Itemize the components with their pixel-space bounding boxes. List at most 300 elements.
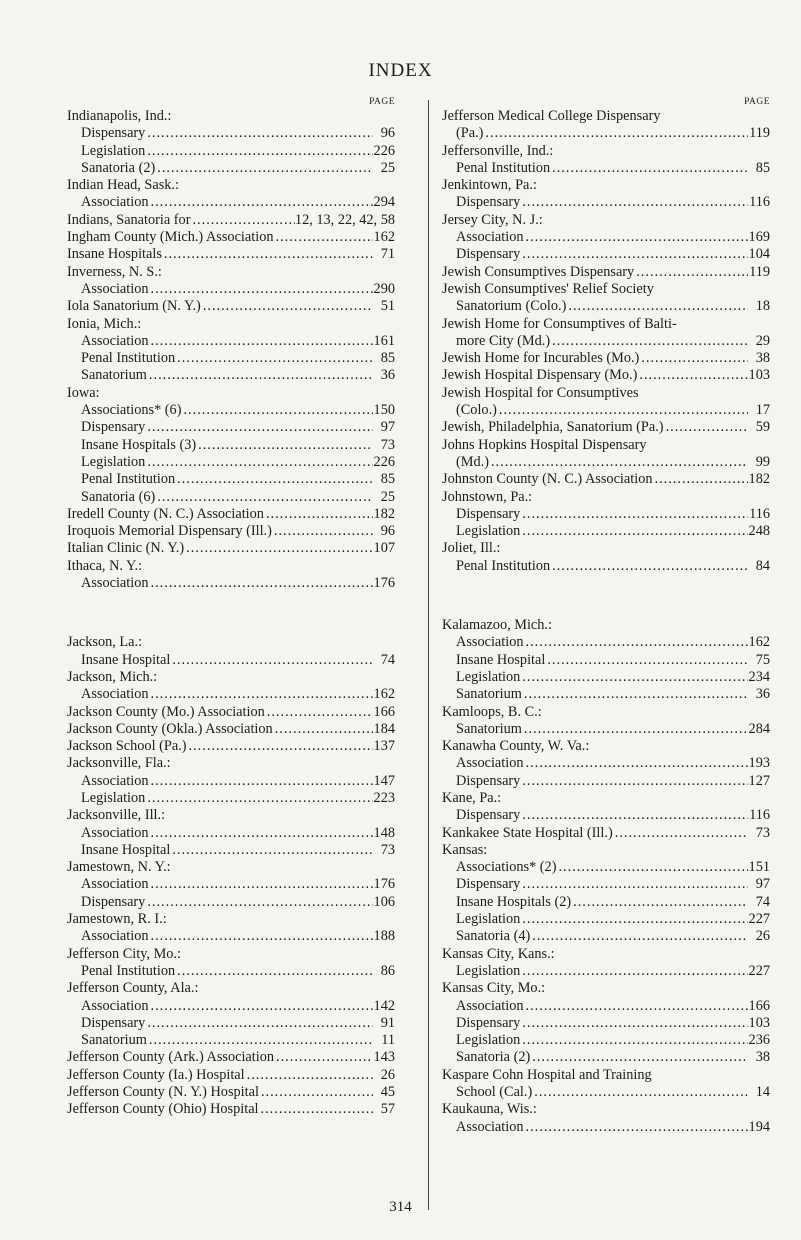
leader-dots bbox=[520, 523, 748, 540]
leader-dots bbox=[187, 738, 373, 755]
entry-label: Insane Hospitals (3) bbox=[81, 436, 197, 453]
entry-label: Iroquois Memorial Dispensary (Ill.) bbox=[67, 523, 272, 540]
entry-page: 226 bbox=[373, 453, 395, 470]
entry-page: 57 bbox=[380, 1101, 395, 1118]
entry-label: School (Cal.) bbox=[456, 1084, 533, 1101]
entry-label: Associations* (2) bbox=[456, 859, 557, 876]
leader-dots bbox=[520, 911, 748, 928]
entry-label: Ingham County (Mich.) Association bbox=[67, 229, 274, 246]
entry-page: 103 bbox=[748, 1014, 770, 1031]
entry-page: 25 bbox=[380, 488, 395, 505]
entry-label: Jackson County (Mo.) Association bbox=[67, 703, 265, 720]
entry-page: 223 bbox=[373, 789, 395, 806]
index-entry bbox=[67, 980, 395, 997]
entry-label: Jefferson Medical College Dispensary bbox=[442, 108, 661, 124]
entry-page: 96 bbox=[380, 523, 395, 540]
entry-page: 290 bbox=[373, 280, 395, 297]
leader-dots bbox=[147, 367, 373, 384]
index-entry bbox=[67, 894, 395, 911]
index-entry bbox=[442, 437, 770, 454]
leader-dots bbox=[147, 1032, 373, 1049]
leader-dots bbox=[613, 825, 748, 842]
entry-label: Johnstown, Pa.: bbox=[442, 488, 533, 505]
index-entry bbox=[67, 558, 395, 575]
entry-label: Kamloops, B. C.: bbox=[442, 703, 542, 720]
index-entry bbox=[442, 686, 770, 703]
entry-label: Legislation bbox=[81, 453, 146, 470]
entry-label: Dispensary bbox=[81, 125, 146, 142]
leader-dots bbox=[184, 540, 373, 557]
index-entry bbox=[442, 807, 770, 824]
leader-dots bbox=[520, 807, 748, 824]
entry-page: 45 bbox=[380, 1084, 395, 1101]
index-entry bbox=[442, 669, 770, 686]
entry-page: 234 bbox=[748, 668, 770, 685]
leader-dots bbox=[520, 963, 748, 980]
index-entry bbox=[442, 540, 770, 557]
entry-label: Association bbox=[456, 634, 524, 651]
index-entry bbox=[442, 264, 770, 281]
index-entry bbox=[67, 998, 395, 1015]
entry-page: 119 bbox=[749, 263, 770, 280]
entry-page: 51 bbox=[380, 298, 395, 315]
entry-label: Jackson School (Pa.) bbox=[67, 738, 187, 755]
index-entry bbox=[67, 1049, 395, 1066]
index-entry bbox=[67, 108, 395, 125]
index-entry bbox=[67, 471, 395, 488]
entry-page: 184 bbox=[373, 720, 395, 737]
entry-page: 143 bbox=[373, 1049, 395, 1066]
entry-page: 182 bbox=[373, 505, 395, 522]
index-entry bbox=[442, 755, 770, 772]
entry-label: Dispensary bbox=[456, 807, 521, 824]
entry-page: 150 bbox=[373, 402, 395, 419]
leader-dots bbox=[520, 1032, 748, 1049]
index-entry bbox=[442, 876, 770, 893]
leader-dots bbox=[520, 773, 748, 790]
leader-dots bbox=[149, 825, 373, 842]
index-entry bbox=[67, 738, 395, 755]
leader-dots bbox=[145, 125, 373, 142]
leader-dots bbox=[545, 652, 748, 669]
entry-page: 71 bbox=[380, 246, 395, 263]
index-entry bbox=[442, 108, 770, 125]
entry-label: Association bbox=[81, 997, 149, 1014]
entry-label: Ithaca, N. Y.: bbox=[67, 557, 143, 574]
entry-page: 99 bbox=[755, 453, 770, 470]
entry-label: (Pa.) bbox=[456, 125, 484, 142]
leader-dots bbox=[175, 963, 373, 980]
leader-dots bbox=[550, 333, 748, 350]
entry-label: Dispensary bbox=[81, 1014, 146, 1031]
entry-page: 284 bbox=[748, 720, 770, 737]
entry-page: 227 bbox=[748, 962, 770, 979]
section-gap bbox=[67, 592, 395, 634]
page-number: 314 bbox=[389, 1199, 412, 1215]
index-entry bbox=[67, 686, 395, 703]
entry-page: 29 bbox=[755, 332, 770, 349]
index-entry bbox=[67, 229, 395, 246]
leader-dots bbox=[520, 194, 748, 211]
entry-page: 161 bbox=[373, 332, 395, 349]
entry-label: Dispensary bbox=[81, 419, 146, 436]
index-entry bbox=[442, 281, 770, 298]
entry-label: Johnston County (N. C.) Association bbox=[442, 471, 653, 488]
index-entry bbox=[442, 194, 770, 211]
index-entry bbox=[442, 790, 770, 807]
leader-dots bbox=[149, 876, 373, 893]
leader-dots bbox=[489, 454, 748, 471]
index-entry bbox=[67, 911, 395, 928]
entry-page: 142 bbox=[373, 997, 395, 1014]
entry-label: Jeffersonville, Ind.: bbox=[442, 142, 554, 159]
entry-label: Jenkintown, Pa.: bbox=[442, 177, 537, 194]
entry-label: Jackson, La.: bbox=[67, 634, 143, 651]
entry-label: Association bbox=[456, 229, 524, 246]
entry-label: Sanatoria (4) bbox=[456, 928, 531, 945]
index-entry bbox=[67, 160, 395, 177]
entry-page: 12, 13, 22, 42, 58 bbox=[294, 211, 395, 228]
leader-dots bbox=[145, 454, 373, 471]
entry-page: 227 bbox=[748, 911, 770, 928]
entry-label: Legislation bbox=[81, 142, 146, 159]
index-entry bbox=[442, 367, 770, 384]
leader-dots bbox=[520, 876, 748, 893]
entry-label: Sanatorium (Colo.) bbox=[456, 298, 567, 315]
entry-page: 166 bbox=[748, 997, 770, 1014]
index-entry bbox=[442, 704, 770, 721]
entry-page: 104 bbox=[748, 246, 770, 263]
leader-dots bbox=[637, 367, 748, 384]
entry-label: Association bbox=[81, 824, 149, 841]
index-entry bbox=[67, 264, 395, 281]
entry-label: Association bbox=[81, 332, 149, 349]
entry-label: Penal Institution bbox=[456, 159, 551, 176]
index-entry bbox=[67, 634, 395, 651]
entry-label: Indians, Sanatoria for bbox=[67, 211, 191, 228]
entry-label: Dispensary bbox=[456, 772, 521, 789]
index-entry bbox=[442, 721, 770, 738]
index-entry bbox=[442, 506, 770, 523]
leader-dots bbox=[664, 419, 748, 436]
entry-page: 193 bbox=[748, 755, 770, 772]
leader-dots bbox=[532, 1084, 748, 1101]
index-entries-right bbox=[442, 108, 770, 1136]
entry-page: 74 bbox=[755, 893, 770, 910]
index-entry bbox=[442, 1119, 770, 1136]
index-entry bbox=[442, 1084, 770, 1101]
leader-dots bbox=[653, 471, 749, 488]
entry-page: 85 bbox=[755, 159, 770, 176]
index-entry bbox=[442, 229, 770, 246]
entry-label: more City (Md.) bbox=[456, 332, 551, 349]
leader-dots bbox=[145, 1015, 373, 1032]
entry-label: Sanatoria (6) bbox=[81, 488, 156, 505]
index-entry bbox=[67, 246, 395, 263]
leader-dots bbox=[550, 160, 748, 177]
entry-label: Association bbox=[81, 280, 149, 297]
leader-dots bbox=[196, 437, 373, 454]
index-entry bbox=[442, 333, 770, 350]
leader-dots bbox=[145, 894, 373, 911]
entry-page: 294 bbox=[373, 194, 395, 211]
index-entry bbox=[442, 1067, 770, 1084]
entry-page: 17 bbox=[755, 402, 770, 419]
entry-page: 36 bbox=[380, 367, 395, 384]
leader-dots bbox=[634, 264, 748, 281]
index-entry bbox=[67, 350, 395, 367]
entry-page: 73 bbox=[380, 841, 395, 858]
page-column-header: PAGE bbox=[744, 97, 770, 107]
entry-label: Dispensary bbox=[456, 505, 521, 522]
entry-page: 11 bbox=[381, 1032, 395, 1049]
entry-page: 147 bbox=[373, 772, 395, 789]
entry-label: (Colo.) bbox=[456, 402, 497, 419]
entry-page: 116 bbox=[749, 807, 770, 824]
leader-dots bbox=[149, 928, 373, 945]
entry-page: 166 bbox=[373, 703, 395, 720]
entry-label: Jamestown, R. I.: bbox=[67, 911, 167, 928]
leader-dots bbox=[530, 928, 748, 945]
entry-label: Association bbox=[456, 1118, 524, 1135]
index-entry bbox=[442, 1049, 770, 1066]
entry-label: Sanatoria (2) bbox=[81, 159, 156, 176]
entry-page: 248 bbox=[748, 523, 770, 540]
entry-label: Jacksonville, Ill.: bbox=[67, 807, 166, 824]
leader-dots bbox=[149, 194, 373, 211]
leader-dots bbox=[524, 229, 748, 246]
entry-label: Jewish Home for Consumptives of Balti- bbox=[442, 315, 677, 332]
leader-dots bbox=[149, 575, 373, 592]
entry-label: Jewish, Philadelphia, Sanatorium (Pa.) bbox=[442, 419, 664, 436]
entry-page: 26 bbox=[755, 928, 770, 945]
entry-label: Insane Hospital bbox=[81, 651, 171, 668]
entry-label: Jewish Home for Incurables (Mo.) bbox=[442, 350, 640, 367]
index-entries-left bbox=[67, 108, 395, 1119]
entry-label: Jefferson County (Ark.) Association bbox=[67, 1049, 275, 1066]
leader-dots bbox=[639, 350, 748, 367]
leader-dots bbox=[520, 506, 748, 523]
entry-page: 84 bbox=[755, 557, 770, 574]
index-entry bbox=[442, 634, 770, 651]
entry-page: 97 bbox=[755, 876, 770, 893]
entry-label: Iola Sanatorium (N. Y.) bbox=[67, 298, 201, 315]
index-entry bbox=[67, 825, 395, 842]
leader-dots bbox=[571, 894, 748, 911]
index-entry bbox=[442, 454, 770, 471]
index-entry bbox=[67, 704, 395, 721]
leader-dots bbox=[259, 1084, 373, 1101]
index-entry bbox=[442, 125, 770, 142]
leader-dots bbox=[524, 755, 748, 772]
entry-page: 38 bbox=[755, 350, 770, 367]
entry-label: Legislation bbox=[456, 523, 521, 540]
index-entry bbox=[67, 281, 395, 298]
index-entry bbox=[442, 617, 770, 634]
index-entry bbox=[442, 738, 770, 755]
leader-dots bbox=[170, 842, 373, 859]
entry-label: Dispensary bbox=[456, 194, 521, 211]
entry-label: Association bbox=[456, 755, 524, 772]
index-entry bbox=[442, 471, 770, 488]
leader-dots bbox=[522, 721, 748, 738]
leader-dots bbox=[149, 686, 373, 703]
entry-label: Dispensary bbox=[456, 246, 521, 263]
entry-page: 162 bbox=[373, 686, 395, 703]
index-entry bbox=[67, 1067, 395, 1084]
entry-page: 148 bbox=[373, 824, 395, 841]
leader-dots bbox=[145, 419, 373, 436]
index-entry bbox=[67, 1032, 395, 1049]
index-entry bbox=[442, 177, 770, 194]
entry-page: 107 bbox=[373, 540, 395, 557]
index-column-left bbox=[67, 96, 395, 1119]
leader-dots bbox=[190, 212, 294, 229]
entry-label: Association bbox=[81, 772, 149, 789]
entry-label: Associations* (6) bbox=[81, 402, 182, 419]
index-entry bbox=[442, 246, 770, 263]
leader-dots bbox=[524, 634, 748, 651]
index-entry bbox=[67, 419, 395, 436]
entry-label: Jefferson City, Mo.: bbox=[67, 945, 181, 962]
entry-label: Penal Institution bbox=[456, 557, 551, 574]
leader-dots bbox=[520, 246, 748, 263]
entry-label: Association bbox=[81, 575, 149, 592]
entry-label: Kanawha County, W. Va.: bbox=[442, 738, 590, 755]
entry-page: 26 bbox=[380, 1066, 395, 1083]
leader-dots bbox=[524, 998, 748, 1015]
index-entry bbox=[67, 575, 395, 592]
entry-label: Joliet, Ill.: bbox=[442, 540, 501, 557]
index-entry bbox=[67, 298, 395, 315]
entry-label: Insane Hospital bbox=[456, 651, 546, 668]
index-entry bbox=[67, 842, 395, 859]
entry-label: Italian Clinic (N. Y.) bbox=[67, 540, 185, 557]
entry-label: Insane Hospitals bbox=[67, 246, 162, 263]
leader-dots bbox=[522, 686, 748, 703]
entry-page: 75 bbox=[755, 651, 770, 668]
section-gap bbox=[442, 575, 770, 617]
entry-label: Indianapolis, Ind.: bbox=[67, 108, 172, 124]
entry-label: Association bbox=[81, 194, 149, 211]
entry-label: Penal Institution bbox=[81, 350, 176, 367]
leader-dots bbox=[145, 790, 373, 807]
entry-page: 176 bbox=[373, 876, 395, 893]
page-column-header: PAGE bbox=[369, 97, 395, 107]
index-entry bbox=[67, 489, 395, 506]
entry-label: Association bbox=[81, 928, 149, 945]
leader-dots bbox=[520, 1015, 748, 1032]
index-entry bbox=[67, 367, 395, 384]
entry-label: Ionia, Mich.: bbox=[67, 315, 142, 332]
index-entry bbox=[67, 316, 395, 333]
leader-dots bbox=[264, 506, 373, 523]
index-entry bbox=[442, 143, 770, 160]
leader-dots bbox=[149, 333, 373, 350]
entry-label: Jackson County (Okla.) Association bbox=[67, 720, 273, 737]
entry-page: 86 bbox=[380, 962, 395, 979]
entry-label: Iredell County (N. C.) Association bbox=[67, 505, 264, 522]
entry-label: Kankakee State Hospital (Ill.) bbox=[442, 824, 613, 841]
entry-page: 74 bbox=[380, 651, 395, 668]
index-entry bbox=[442, 385, 770, 402]
leader-dots bbox=[155, 160, 373, 177]
entry-label: Inverness, N. S.: bbox=[67, 263, 162, 280]
index-entry bbox=[442, 1101, 770, 1118]
entry-label: Legislation bbox=[456, 962, 521, 979]
leader-dots bbox=[273, 721, 373, 738]
index-entry bbox=[442, 652, 770, 669]
index-entry bbox=[67, 125, 395, 142]
leader-dots bbox=[550, 558, 748, 575]
index-entry bbox=[67, 143, 395, 160]
entry-label: Kaspare Cohn Hospital and Training bbox=[442, 1066, 652, 1083]
entry-page: 169 bbox=[748, 229, 770, 246]
entry-label: Sanatoria (2) bbox=[456, 1049, 531, 1066]
entry-page: 85 bbox=[380, 471, 395, 488]
entry-page: 116 bbox=[749, 194, 770, 211]
entry-page: 36 bbox=[755, 686, 770, 703]
index-entry bbox=[67, 790, 395, 807]
index-entry bbox=[442, 489, 770, 506]
entry-label: Sanatorium bbox=[456, 686, 522, 703]
index-entry bbox=[442, 419, 770, 436]
leader-dots bbox=[497, 402, 748, 419]
leader-dots bbox=[272, 523, 373, 540]
entry-label: Jefferson County, Ala.: bbox=[67, 980, 199, 997]
entry-label: Dispensary bbox=[456, 1014, 521, 1031]
entry-label: Sanatorium bbox=[81, 367, 147, 384]
entry-label: (Md.) bbox=[456, 453, 489, 470]
index-entry bbox=[442, 212, 770, 229]
index-entry bbox=[67, 755, 395, 772]
entry-label: Jersey City, N. J.: bbox=[442, 211, 543, 228]
leader-dots bbox=[149, 773, 373, 790]
entry-page: 96 bbox=[380, 125, 395, 142]
entry-page: 103 bbox=[748, 367, 770, 384]
entry-page: 119 bbox=[749, 125, 770, 142]
entry-label: Penal Institution bbox=[81, 471, 176, 488]
index-entry bbox=[67, 540, 395, 557]
entry-label: Jefferson County (Ia.) Hospital bbox=[67, 1066, 245, 1083]
entry-label: Insane Hospitals (2) bbox=[456, 893, 572, 910]
index-entry bbox=[67, 807, 395, 824]
index-entry bbox=[67, 454, 395, 471]
index-entry bbox=[442, 298, 770, 315]
entry-label: Dispensary bbox=[81, 893, 146, 910]
index-entry bbox=[442, 558, 770, 575]
entry-label: Association bbox=[81, 876, 149, 893]
entry-page: 18 bbox=[755, 298, 770, 315]
leader-dots bbox=[483, 125, 748, 142]
index-entry bbox=[67, 402, 395, 419]
entry-label: Sanatorium bbox=[81, 1032, 147, 1049]
index-entry bbox=[67, 721, 395, 738]
entry-page: 106 bbox=[373, 893, 395, 910]
leader-dots bbox=[566, 298, 748, 315]
leader-dots bbox=[274, 1049, 373, 1066]
index-entry bbox=[67, 212, 395, 229]
entry-label: Association bbox=[456, 997, 524, 1014]
index-entry bbox=[67, 946, 395, 963]
index-entry bbox=[442, 859, 770, 876]
entry-page: 59 bbox=[755, 419, 770, 436]
index-entry bbox=[442, 894, 770, 911]
leader-dots bbox=[530, 1049, 748, 1066]
index-entry bbox=[442, 1032, 770, 1049]
entry-label: Johns Hopkins Hospital Dispensary bbox=[442, 436, 647, 453]
leader-dots bbox=[155, 489, 373, 506]
